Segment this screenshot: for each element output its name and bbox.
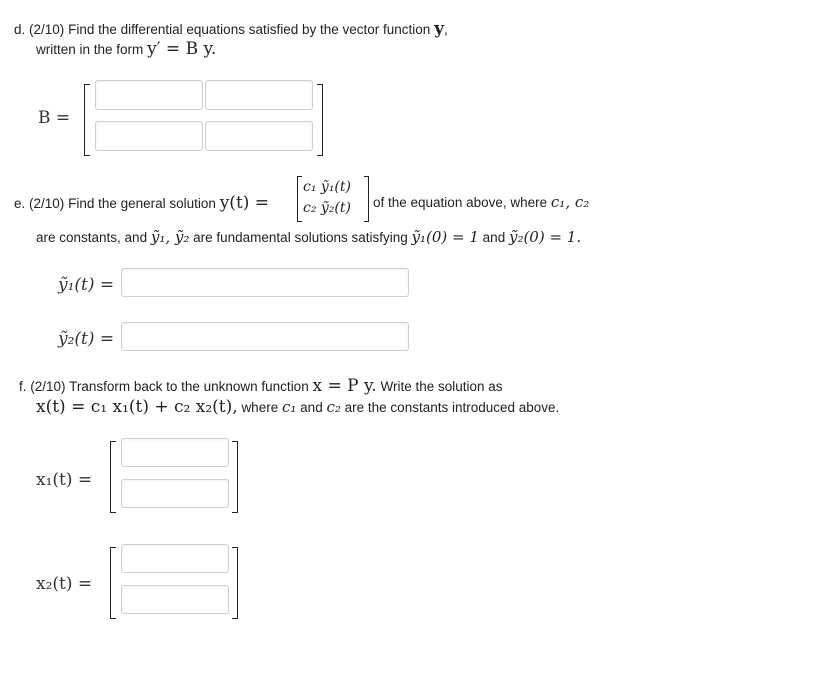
- matrix-B-input-11[interactable]: [95, 80, 203, 110]
- part-d-line2: [36, 39, 216, 59]
- part-f-and: and: [300, 400, 323, 415]
- small-matrix-row2: c₂ ỹ₂(t): [303, 200, 351, 216]
- label-y2-tilde: ỹ₂(t) =: [58, 329, 115, 349]
- x2-input-2[interactable]: [121, 585, 229, 614]
- part-d-line1: [14, 19, 448, 39]
- part-d-text1: Find the differential equations satisfied by the vector function: [68, 22, 431, 37]
- part-f-text4: are the constants introduced above.: [344, 400, 560, 415]
- part-d-letter: d.: [14, 22, 26, 37]
- part-e-c-list: c₁, c₂: [550, 193, 590, 211]
- part-e-text1: Find the general solution: [68, 196, 216, 211]
- x1-input-2[interactable]: [121, 479, 229, 508]
- label-x1: x₁(t) =: [36, 470, 93, 490]
- matrix-x1-left-bracket: [110, 441, 116, 513]
- part-f-letter: f.: [19, 379, 27, 394]
- small-matrix-row1: c₁ ỹ₁(t): [303, 179, 351, 195]
- part-e-cond2: ỹ₂(0) = 1.: [508, 228, 582, 246]
- part-f-eq1: x = P y.: [312, 376, 377, 396]
- part-d-equation: y′ = B y.: [147, 39, 217, 59]
- part-f-line1: [19, 376, 503, 396]
- part-e-line1: [14, 193, 269, 213]
- small-matrix-right-bracket: [364, 176, 369, 222]
- x1-input-1[interactable]: [121, 438, 229, 467]
- y1-tilde-input[interactable]: [121, 268, 409, 297]
- part-e-y-of-t: y(t) =: [219, 193, 270, 213]
- part-f-text2: Write the solution as: [380, 379, 503, 394]
- part-d-text2: written in the form: [36, 42, 144, 57]
- part-f-c2: c₂: [326, 398, 341, 416]
- part-e-line1-cont: [373, 193, 589, 211]
- part-e-ytilde-list: ỹ₁, ỹ₂: [150, 228, 190, 246]
- matrix-B-left-bracket: [84, 84, 90, 156]
- part-d-points: (2/10): [29, 22, 65, 37]
- matrix-B-input-21[interactable]: [95, 121, 203, 151]
- part-f-text3: where: [241, 400, 279, 415]
- part-e-text2: of the equation above, where: [373, 195, 548, 210]
- part-e-line2-a: are constants, and: [36, 230, 148, 245]
- part-f-eq2: x(t) = c₁ x₁(t) + c₂ x₂(t),: [36, 397, 238, 417]
- label-x2: x₂(t) =: [36, 574, 93, 594]
- matrix-x2-left-bracket: [110, 547, 116, 619]
- part-e-line2-and: and: [482, 230, 506, 245]
- matrix-B-right-bracket: [317, 84, 323, 156]
- part-f-text1: Transform back to the unknown function: [69, 379, 309, 394]
- matrix-x2-right-bracket: [232, 547, 238, 619]
- matrix-x1-right-bracket: [232, 441, 238, 513]
- matrix-B-input-22[interactable]: [205, 121, 313, 151]
- part-f-c1: c₁: [281, 398, 297, 416]
- y2-tilde-input[interactable]: [121, 322, 409, 351]
- part-d-vec-y: y: [434, 19, 444, 39]
- part-e-line2-b: are fundamental solutions satisfying: [193, 230, 408, 245]
- matrix-B-input-12[interactable]: [205, 80, 313, 110]
- label-matrix-B: B =: [38, 108, 71, 128]
- part-e-cond1: ỹ₁(0) = 1: [411, 228, 479, 246]
- part-f-points: (2/10): [30, 379, 66, 394]
- x2-input-1[interactable]: [121, 544, 229, 573]
- label-y1-tilde: ỹ₁(t) =: [58, 275, 115, 295]
- small-matrix-left-bracket: [297, 176, 302, 222]
- part-f-line2: [36, 397, 559, 417]
- part-d-comma: ,: [443, 22, 448, 37]
- part-e-points: (2/10): [29, 196, 65, 211]
- part-e-letter: e.: [14, 196, 26, 211]
- part-e-line2: [36, 228, 581, 246]
